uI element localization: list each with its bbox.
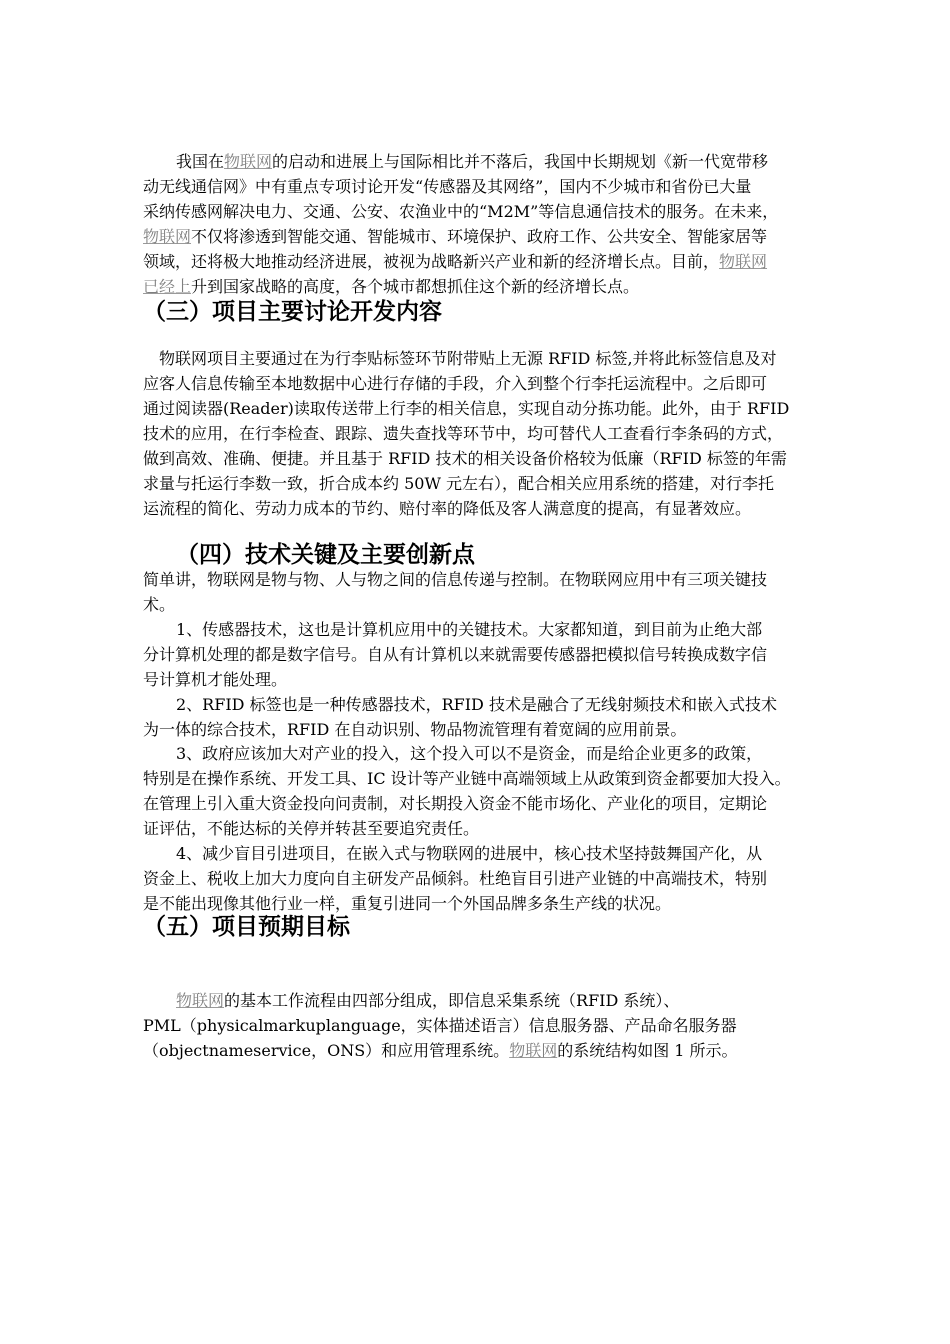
text-line [143, 988, 813, 1013]
text-line: 3、政府应该加大对产业的投入，这个投入可以不是资金，而是给企业更多的政策， [176, 744, 763, 763]
text-line: 采纳传感网解决电力、交通、公安、农渔业中的“M2M”等信息通信技术的服务。在未来， [143, 202, 779, 221]
text-line: 号计算机才能处理。 [143, 670, 288, 689]
text-line: 动无线通信网》中有重点专项讨论开发“传感器及其网络”，国内不少城市和省份已大量 [143, 177, 752, 196]
paragraph-item-1 [143, 617, 813, 692]
paragraph-research [143, 346, 813, 521]
text-line: 为一体的综合技术，RFID 在自动识别、物品物流管理有着宽阔的应用前景。 [143, 720, 687, 739]
link-iot[interactable]: 物联网 [176, 991, 225, 1010]
link-iot[interactable]: 物联网 [224, 152, 273, 171]
text-line [143, 1038, 813, 1063]
text-line: 特别是在操作系统、开发工具、IC 设计等产业链中高端领域上从政策到资金都要加大投入。 [143, 769, 791, 788]
paragraph-summary [143, 567, 813, 617]
text-span: 领域，还将极大地推动经济进展，被视为战略新兴产业和新的经济增长点。目前， [143, 252, 720, 271]
text-line: 术。 [143, 595, 176, 614]
paragraph-item-4 [143, 841, 813, 916]
text-line: 做到高效、准确、便捷。并且基于 RFID 技术的相关设备价格较为低廉（RFID 标签的年需 [143, 449, 787, 468]
text-line [143, 149, 813, 174]
text-line: 应客人信息传输至本地数据中心进行存储的手段，介入到整个行李托运流程中。之后即可 [143, 374, 768, 393]
text-line: 运流程的简化、劳动力成本的节约、赔付率的降低及客人满意度的提高，有显著效应。 [143, 499, 752, 518]
text-span: 的基本工作流程由四部分组成，即信息采集系统（RFID 系统）、 [224, 991, 680, 1010]
link-iot[interactable]: 物联网 [143, 227, 192, 246]
link-iot[interactable]: 物联网 [509, 1041, 558, 1060]
text-line: 通过阅读器(Reader)读取传送带上行李的相关信息，实现自动分拣功能。此外，由于 RFID [143, 399, 790, 418]
paragraph-workflow [143, 988, 813, 1063]
text-line: 4、减少盲目引进项目，在嵌入式与物联网的进展中，核心技术坚持鼓舞国产化，从 [176, 844, 763, 863]
text-line: 在管理上引入重大资金投向问责制，对长期投入资金不能市场化、产业化的项目，定期论 [143, 794, 768, 813]
text-line [143, 274, 813, 299]
text-span: 升到国家战略的高度，各个城市都想抓住这个新的经济增长点。 [191, 277, 640, 296]
text-span: 的系统结构如图 1 所示。 [557, 1041, 738, 1060]
text-span: （objectnameservice，ONS）和应用管理系统。 [143, 1041, 510, 1060]
section-heading-5: （五）项目预期目标 [143, 914, 350, 940]
text-line: 简单讲，物联网是物与物、人与物之间的信息传递与控制。在物联网应用中有三项关键技 [143, 570, 768, 589]
text-line: 物联网项目主要通过在为行李贴标签环节附带贴上无源 RFID 标签,并将此标签信息及对 [159, 349, 777, 368]
text-span: 我国在 [176, 152, 225, 171]
section-heading-3: （三）项目主要讨论开发内容 [143, 299, 442, 325]
text-line [143, 249, 813, 274]
text-line: 是不能出现像其他行业一样，重复引进同一个外国品牌多条生产线的状况。 [143, 894, 672, 913]
text-line: 资金上、税收上加大力度向自主研发产品倾斜。杜绝盲目引进产业链的中高端技术，特别 [143, 869, 768, 888]
text-line: PML（physicalmarkuplanguage，实体描述语言）信息服务器、产品命名服务器 [143, 1016, 737, 1035]
paragraph-item-2 [143, 692, 813, 742]
text-line: 2、RFID 标签也是一种传感器技术，RFID 技术是融合了无线射频技术和嵌入式技术 [176, 695, 777, 714]
text-line: 技术的应用，在行李检查、跟踪、遗失查找等环节中，均可替代人工查看行李条码的方式， [143, 424, 784, 443]
link-iot[interactable]: 物联网 [719, 252, 768, 271]
link-iot-partial[interactable]: 已经上 [143, 277, 192, 296]
text-line: 证评估，不能达标的关停并转甚至要追究责任。 [143, 819, 480, 838]
text-line: 求量与托运行李数一致，折合成本约 50W 元左右），配合相关应用系统的搭建，对行李托 [143, 474, 774, 493]
text-line [143, 224, 813, 249]
paragraph-item-3 [143, 741, 813, 841]
text-span: 的启动和进展上与国际相比并不落后，我国中长期规划《新一代宽带移 [272, 152, 769, 171]
paragraph-intro [143, 149, 813, 299]
section-heading-4: （四）技术关键及主要创新点 [176, 542, 475, 568]
text-line: 分计算机处理的都是数字信号。自从有计算机以来就需要传感器把模拟信号转换成数字信 [143, 645, 768, 664]
text-line: 1、传感器技术，这也是计算机应用中的关键技术。大家都知道，到目前为止绝大部 [176, 620, 763, 639]
text-span: 不仅将渗透到智能交通、智能城市、环境保护、政府工作、公共安全、智能家居等 [191, 227, 768, 246]
